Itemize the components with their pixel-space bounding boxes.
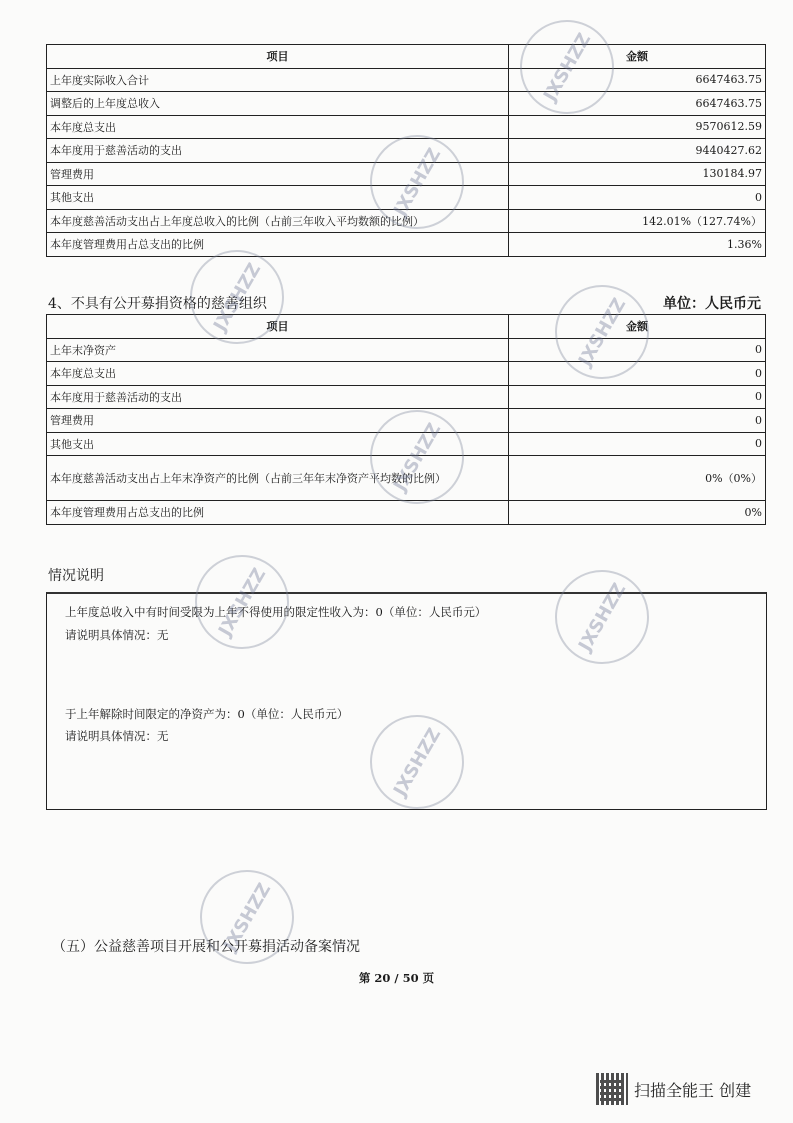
table-row — [47, 209, 766, 233]
situation-box — [46, 592, 767, 810]
restricted-income-detail: 请说明具体情况：无 — [65, 628, 169, 642]
released-assets-line: 于上年解除时间限定的净资产为：0（单位：人民币元） — [65, 707, 349, 721]
row-amount: 130184.97 — [509, 162, 766, 186]
row-label: 本年度用于慈善活动的支出 — [47, 139, 509, 163]
row-amount: 0%（0%） — [509, 456, 766, 501]
row-amount: 0 — [509, 432, 766, 456]
row-label: 本年度总支出 — [47, 115, 509, 139]
table-row — [47, 115, 766, 139]
row-label: 本年度慈善活动支出占上年末净资产的比例（占前三年年末净资产平均数的比例） — [47, 456, 509, 501]
table-row — [47, 432, 766, 456]
table-row — [47, 385, 766, 409]
restricted-income-line: 上年度总收入中有时间受限为上年不得使用的限定性收入为：0（单位：人民币元） — [65, 605, 487, 619]
seal-stamp: JXSHZZ — [353, 118, 481, 246]
section-4-title: 4、不具有公开募捐资格的慈善组织 — [48, 296, 267, 312]
table-row — [47, 139, 766, 163]
row-amount: 6647463.75 — [509, 68, 766, 92]
seal-stamp: JXSHZZ — [503, 3, 631, 131]
row-label: 上年度实际收入合计 — [47, 68, 509, 92]
row-amount: 9440427.62 — [509, 139, 766, 163]
row-amount: 0 — [509, 362, 766, 386]
table-row — [47, 233, 766, 257]
seal-stamp: JXSHZZ — [353, 698, 481, 826]
financial-table-2 — [46, 314, 766, 525]
table-row — [47, 456, 766, 501]
table-row — [47, 68, 766, 92]
unit-label: 单位：人民币元 — [663, 296, 761, 312]
row-label: 本年度管理费用占总支出的比例 — [47, 501, 509, 525]
table-row — [47, 186, 766, 210]
row-label: 管理费用 — [47, 162, 509, 186]
scanner-label: 扫描全能王 创建 — [634, 1080, 752, 1100]
seal-stamp: JXSHZZ — [178, 538, 306, 666]
row-amount: 9570612.59 — [509, 115, 766, 139]
seal-stamp: JXSHZZ — [538, 268, 666, 396]
seal-stamp: JXSHZZ — [173, 233, 301, 361]
scanner-watermark — [596, 1073, 751, 1105]
header-amount: 金额 — [509, 315, 766, 339]
seal-stamp: JXSHZZ — [353, 393, 481, 521]
row-amount: 0 — [509, 385, 766, 409]
row-label: 本年度慈善活动支出占上年度总收入的比例（占前三年收入平均数额的比例） — [47, 209, 509, 233]
row-label: 调整后的上年度总收入 — [47, 92, 509, 116]
row-amount: 0 — [509, 186, 766, 210]
qr-code-icon — [596, 1073, 628, 1105]
section-5-title: （五）公益慈善项目开展和公开募捐活动备案情况 — [52, 939, 360, 955]
header-item: 项目 — [47, 315, 509, 339]
table-row — [47, 162, 766, 186]
row-amount: 0 — [509, 409, 766, 433]
table-row — [47, 362, 766, 386]
row-amount: 1.36% — [509, 233, 766, 257]
seal-stamp: JXSHZZ — [538, 553, 666, 681]
seal-stamp: JXSHZZ — [183, 853, 311, 981]
row-amount: 6647463.75 — [509, 92, 766, 116]
table-row — [47, 409, 766, 433]
row-label: 其他支出 — [47, 432, 509, 456]
table-row — [47, 92, 766, 116]
table-row — [47, 338, 766, 362]
page-number: 第 20 / 50 页 — [358, 971, 435, 985]
row-label: 其他支出 — [47, 186, 509, 210]
financial-table-1 — [46, 44, 766, 257]
released-assets-detail: 请说明具体情况：无 — [65, 729, 169, 743]
row-amount: 142.01%（127.74%） — [509, 209, 766, 233]
row-label: 管理费用 — [47, 409, 509, 433]
row-label: 本年度用于慈善活动的支出 — [47, 385, 509, 409]
header-amount: 金额 — [509, 45, 766, 69]
table-row — [47, 501, 766, 525]
row-amount: 0% — [509, 501, 766, 525]
row-label: 本年度管理费用占总支出的比例 — [47, 233, 509, 257]
situation-title: 情况说明 — [48, 568, 104, 584]
row-label: 本年度总支出 — [47, 362, 509, 386]
row-label: 上年末净资产 — [47, 338, 509, 362]
header-item: 项目 — [47, 45, 509, 69]
row-amount: 0 — [509, 338, 766, 362]
